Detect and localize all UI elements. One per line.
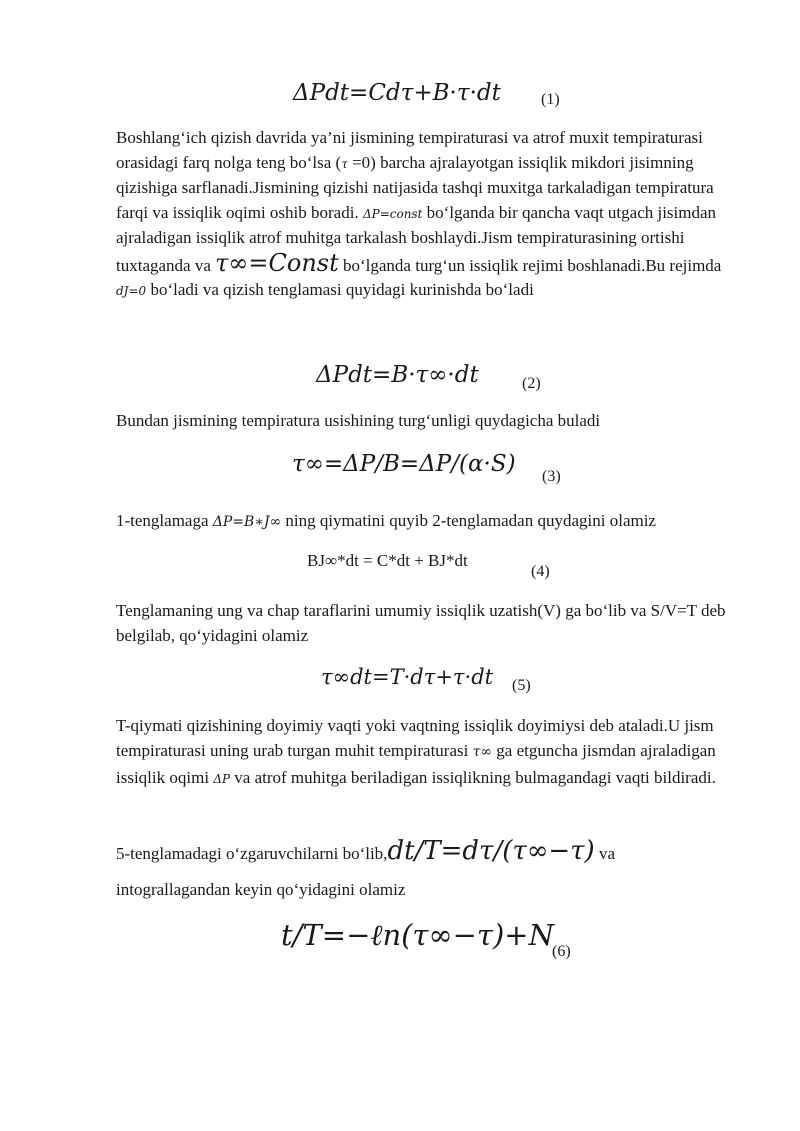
paragraph-separation bbox=[116, 836, 615, 866]
equation-6-number: (6) bbox=[552, 943, 571, 960]
inline-formula-separation: dt/T=dτ/(τ∞−τ) bbox=[387, 836, 595, 866]
paragraph-text: =0) barcha ajralayotgan issiqlik mikdori jisimning qizishiga sarflanadi.Jismining qizishi natijasida tashqi muxitga tarkaladigan tempiratura farqi va issiqlik oqimi oshib boradi. bbox=[116, 152, 714, 222]
inline-formula-tau-const: τ∞=Const bbox=[215, 248, 339, 277]
equation-5-number: (5) bbox=[512, 677, 531, 694]
equation-4-number: (4) bbox=[531, 563, 550, 580]
paragraph-text: bo‘lganda bir qancha vaqt utgach jisimdan ajraladigan issiqlik atrof muhitga tarkalash boshlaydi.Jism tempiraturasining ortishi tuxtaganda va bbox=[116, 202, 717, 275]
inline-formula-deltap-const: ΔP=const bbox=[362, 206, 423, 221]
equation-3-number: (3) bbox=[542, 468, 561, 485]
inline-formula-tau-inf: τ∞ bbox=[472, 744, 493, 760]
tau-symbol: τ bbox=[341, 156, 348, 171]
paragraph-integration: intograllagandan keyin qo‘yidagini olamiz bbox=[116, 880, 406, 899]
paragraph-text: Boshlang‘ich qizish davrida ya’ni jismining tempiraturasi va atrof muxit tempiraturasi orasidagi farq nolga teng bo‘lsa ( bbox=[116, 128, 703, 172]
paragraph-time-constant bbox=[116, 713, 728, 792]
paragraph-text: ga etguncha jismdan ajraladigan issiqlik oqimi bbox=[116, 741, 716, 787]
paragraph-text: T-qiymati qizishining doyimiy vaqti yoki vaqtning issiqlik doyimiysi deb ataladi.U jism tempiraturasi uning urab turgan muhit tempiraturasi bbox=[116, 716, 714, 760]
equation-5: τ∞dt=T·dτ+τ·dt bbox=[321, 665, 494, 689]
paragraph-text: bo‘lganda turg‘un issiqlik rejimi boshlanadi.Bu rejimda bbox=[338, 255, 722, 275]
equation-1: ΔPdt=Cdτ+B·τ·dt bbox=[293, 80, 501, 106]
paragraph-text: 5-tenglamadagi o‘zgaruvchilarni bo‘lib, bbox=[116, 844, 388, 863]
equation-1-number: (1) bbox=[541, 91, 560, 108]
inline-formula-dj-zero: dJ=0 bbox=[116, 284, 147, 298]
equation-2-number: (2) bbox=[522, 375, 541, 392]
inline-formula-deltap-bj: ΔP=B∗J∞ bbox=[212, 514, 282, 530]
equation-6: t/T=−ℓn(τ∞−τ)+N bbox=[281, 918, 554, 952]
paragraph-text: bo‘ladi va qizish tenglamasi quyidagi kurinishda bo‘ladi bbox=[146, 280, 534, 299]
paragraph-substitution bbox=[116, 511, 656, 531]
inline-formula-deltap: ΔP bbox=[213, 772, 231, 786]
paragraph-heating-start bbox=[116, 126, 728, 304]
paragraph-text: ning qiymatini quyib 2-tenglamadan quydagini olamiz bbox=[281, 511, 656, 530]
equation-4: BJ∞*dt = C*dt + BJ*dt bbox=[307, 551, 468, 570]
paragraph-text: va bbox=[594, 844, 615, 863]
paragraph-stability: Bundan jismining tempiratura usishining turg‘unligi quydagicha buladi bbox=[116, 411, 601, 430]
paragraph-text: va atrof muhitga beriladigan issiqlikning bulmagandagi vaqti bildiradi. bbox=[230, 768, 716, 787]
equation-2: ΔPdt=B·τ∞·dt bbox=[316, 362, 479, 388]
equation-3: τ∞=ΔP/B=ΔP/(α·S) bbox=[292, 451, 516, 477]
paragraph-heat-transfer: Tenglamaning ung va chap taraflarini umumiy issiqlik uzatish(V) ga bo‘lib va S/V=T deb belgilab, qo‘yidagini olamiz bbox=[116, 601, 726, 645]
paragraph-text: 1-tenglamaga bbox=[116, 511, 213, 530]
